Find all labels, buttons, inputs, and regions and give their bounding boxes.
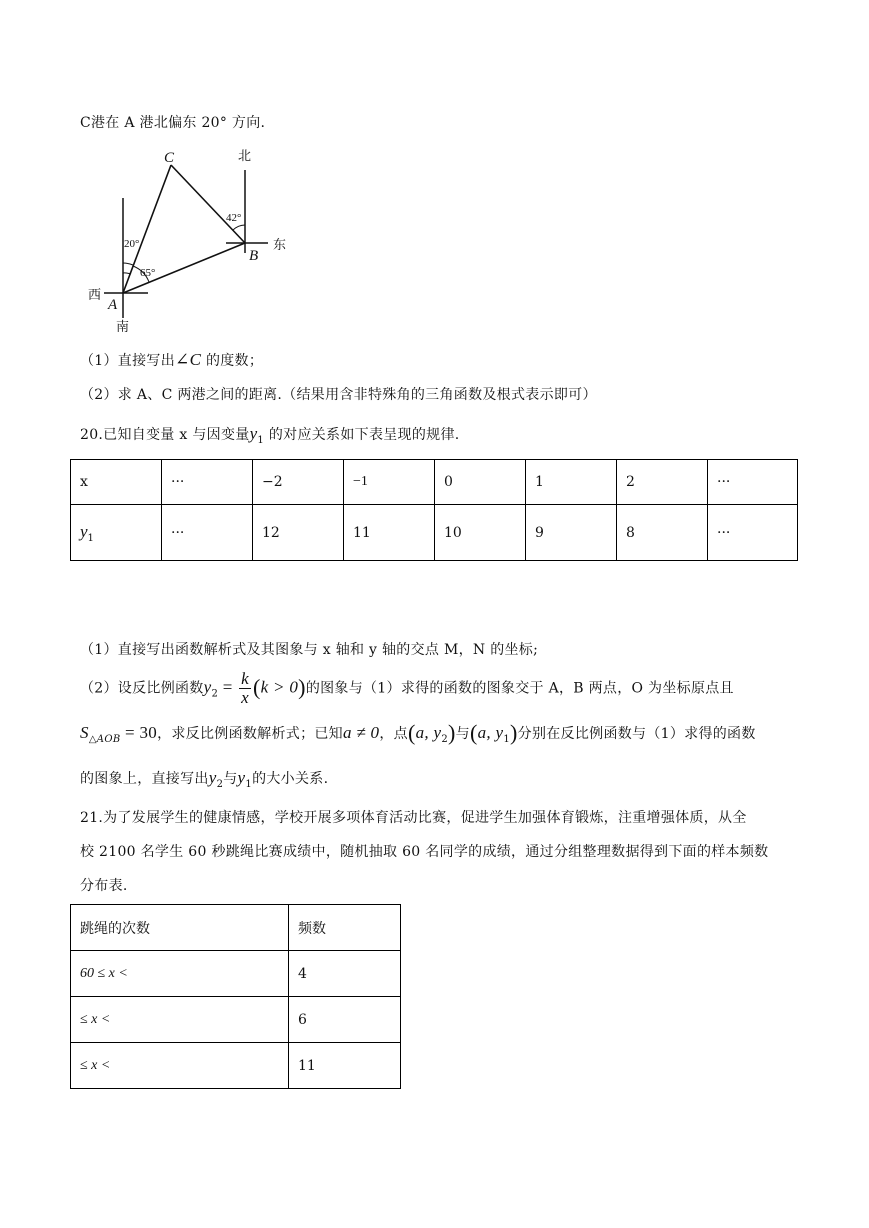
range-cell: ≤ x <	[71, 1043, 289, 1089]
table-cell: 9	[526, 505, 617, 561]
arc-42	[233, 225, 245, 230]
q21-line1: 21.为了发展学生的健康情感，学校开展多项体育活动比赛，促进学生加强体育锻炼，注重增强体质，从全	[80, 810, 747, 826]
bearing-diagram	[80, 140, 310, 340]
table-row	[71, 951, 401, 997]
table-row-x	[71, 460, 798, 505]
table-cell: 12	[253, 505, 344, 561]
label-south: 南	[116, 320, 130, 335]
intro-line: C港在 A 港北偏东 20° 方向.	[80, 115, 266, 131]
table-cell: 10	[435, 505, 526, 561]
table-cell: 1	[526, 460, 617, 505]
table-cell: 8	[617, 505, 708, 561]
table-cell: x	[71, 460, 162, 505]
header-cell: 频数	[289, 905, 401, 951]
q20-stem: 20.已知自变量 x 与因变量$y_1$ 的对应关系如下表呈现的规律.	[80, 424, 460, 446]
label-20: 20°	[124, 238, 140, 250]
header-cell: 跳绳的次数	[71, 905, 289, 951]
table-cell: $y_1$	[71, 505, 162, 561]
freq-cell: 11	[289, 1043, 401, 1089]
table-header-row	[71, 905, 401, 951]
table-cell: ···	[708, 505, 798, 561]
table-cell: −2	[253, 460, 344, 505]
q19-part2: （2）求 A、C 两港之间的距离.（结果用含非特殊角的三角函数及根式表示即可）	[80, 387, 597, 403]
label-c: C	[164, 150, 175, 166]
label-west: 西	[88, 288, 102, 303]
q21-line2: 校 2100 名学生 60 秒跳绳比赛成绩中，随机抽取 60 名同学的成绩，通过分组整理数据得到下面的样本频数	[80, 844, 769, 860]
fraction-k-over-x: $\frac{k}{x}$	[241, 669, 249, 707]
table-cell: 11	[344, 505, 435, 561]
label-b: B	[249, 248, 259, 264]
label-east: 东	[273, 238, 287, 253]
table-cell: 0	[435, 460, 526, 505]
q20-part2-line3: 的图象上，直接写出$y_2$与$y_1$的大小关系.	[80, 768, 329, 790]
q21-line3: 分布表.	[80, 878, 128, 894]
label-65: 65°	[140, 267, 156, 279]
table-cell: ···	[162, 505, 253, 561]
table-cell: 2	[617, 460, 708, 505]
freq-cell: 6	[289, 997, 401, 1043]
label-north: 北	[238, 149, 252, 164]
table-row-y1	[71, 505, 798, 561]
xy-table	[70, 459, 798, 561]
table-row	[71, 1043, 401, 1089]
range-cell: 60 ≤ x <	[71, 951, 289, 997]
q20-part2-line2: $S_{\triangle AOB} = 30$，求反比例函数解析式；已知a ≠ 0，点(a, $y_2$)与(a, $y_1$)分别在反比例函数与（1）求得的函数	[80, 720, 756, 745]
side-cb	[171, 165, 245, 243]
q20-part2-line1: （2）设反比例函数$y_2$ = $\frac{k}{x}$ (k > 0)的图象与（1）求得的函数的图象交于 A，B 两点，O 为坐标原点且	[80, 669, 734, 707]
arc-20	[123, 263, 133, 265]
range-cell: ≤ x <	[71, 997, 289, 1043]
q20-part1: （1）直接写出函数解析式及其图象与 x 轴和 y 轴的交点 M，N 的坐标;	[80, 642, 539, 658]
freq-cell: 4	[289, 951, 401, 997]
table-cell: ···	[708, 460, 798, 505]
q19-part1: （1）直接写出∠C 的度数；	[80, 350, 264, 369]
label-a: A	[108, 297, 118, 313]
table-cell: −1	[344, 460, 435, 505]
table-row	[71, 997, 401, 1043]
label-42: 42°	[226, 212, 242, 224]
frequency-table	[70, 904, 401, 1089]
table-cell: ···	[162, 460, 253, 505]
